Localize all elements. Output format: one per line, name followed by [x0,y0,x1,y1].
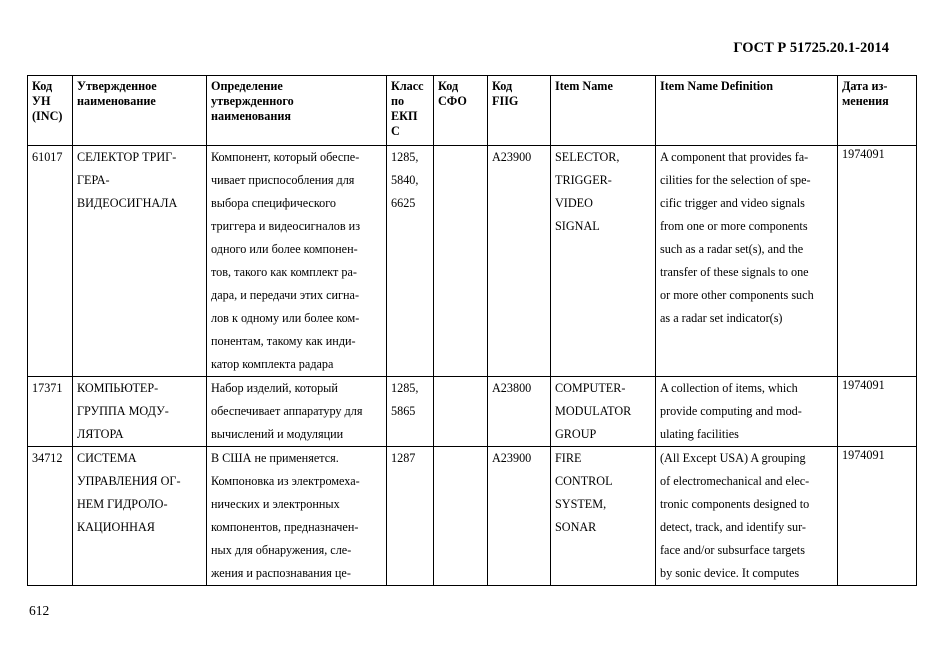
class-cell [387,447,434,586]
cell-line: tronic components designed to [660,497,810,511]
definition-cell [207,146,387,377]
header-line: наименование [77,94,156,108]
class-cell [387,377,434,447]
definition-cell [207,447,387,586]
approved-name-cell [73,146,207,377]
cell-line: transfer of these signals to one [660,265,809,279]
cell-line: or more other components such [660,288,814,302]
cell-line: 1287 [391,451,416,465]
cell-line: ГЕРА- [77,173,110,187]
cell-line: A23800 [492,381,532,395]
document-title: ГОСТ Р 51725.20.1-2014 [733,40,889,56]
cell-line: КОМПЬЮТЕР- [77,381,159,395]
cell-line: 5865 [391,404,416,418]
col-fiig-header [488,76,551,146]
inc-code-cell [28,447,73,586]
header-line: УН [32,94,51,108]
col-change-date-header [838,76,917,146]
item-name-definition-cell [656,377,838,447]
header-line: утвержденного [211,94,294,108]
col-sfo-header [434,76,488,146]
cell-line: 1285, [391,381,419,395]
cell-line: чивает приспособления для [211,173,355,187]
table-row [28,146,917,377]
header-line: FIIG [492,94,519,108]
header-line: Код [32,79,53,93]
fiig-code-cell [488,377,551,447]
cell-line: detect, track, and identify sur- [660,520,806,534]
header-line: СФО [438,94,467,108]
cell-line: provide computing and mod- [660,404,802,418]
col-class-header [387,76,434,146]
col-approved-name-header [73,76,207,146]
cell-line: COMPUTER- [555,381,626,395]
col-definition-header [207,76,387,146]
cell-line: FIRE [555,451,582,465]
header-line: менения [842,94,889,108]
cell-line: одного или более компонен- [211,242,358,256]
cell-line: лов к одному или более ком- [211,311,360,325]
cell-line: СЕЛЕКТОР ТРИГ- [77,150,177,164]
item-name-definition-cell [656,447,838,586]
cell-line: триггера и видеосигналов из [211,219,361,233]
cell-line: УПРАВЛЕНИЯ ОГ- [77,474,181,488]
approved-name-cell [73,447,207,586]
sfo-code-cell [434,447,488,586]
cell-line: SYSTEM, [555,497,607,511]
table-row [28,377,917,447]
cell-line: катор комплекта радара [211,357,334,371]
cell-line: as a radar set indicator(s) [660,311,783,325]
cell-line: КАЦИОННАЯ [77,520,155,534]
col-item-name-definition-header [656,76,838,146]
item-name-cell [551,146,656,377]
change-date-cell [838,377,917,447]
cell-line: дара, и передачи этих сигна- [211,288,360,302]
cell-line: 34712 [32,451,63,465]
change-date-cell [838,146,917,377]
cell-line: 61017 [32,150,63,164]
cell-line: 1974091 [842,147,885,161]
cell-line: A23900 [492,451,532,465]
cell-line: 17371 [32,381,63,395]
cell-line: 1285, [391,150,419,164]
class-cell [387,146,434,377]
cell-line: cific trigger and video signals [660,196,805,210]
header-line: наименования [211,109,291,123]
cell-line: Компонент, который обеспе- [211,150,360,164]
cell-line: CONTROL [555,474,613,488]
cell-line: ГРУППА МОДУ- [77,404,169,418]
cell-line: face and/or subsurface targets [660,543,805,557]
cell-line: 1974091 [842,448,885,462]
cell-line: нических и электронных [211,497,340,511]
header-line: Определение [211,79,283,93]
header-line: по [391,94,405,108]
change-date-cell [838,447,917,586]
cell-line: 5840, [391,173,419,187]
sfo-code-cell [434,377,488,447]
header-line: (INC) [32,109,63,123]
page-number: 612 [29,603,50,618]
cell-line: понентам, такому как инди- [211,334,356,348]
cell-line: by sonic device. It computes [660,566,800,580]
spec-table [27,75,917,586]
cell-line: 1974091 [842,378,885,392]
cell-line: such as a radar set(s), and the [660,242,804,256]
cell-line: cilities for the selection of spe- [660,173,811,187]
inc-code-cell [28,146,73,377]
cell-line: TRIGGER- [555,173,612,187]
header-line: Дата из- [842,79,888,93]
table-header-row [28,76,917,146]
cell-line: компонентов, предназначен- [211,520,359,534]
cell-line: 6625 [391,196,416,210]
header-line: Утвержденное [77,79,157,93]
header-line: Item Name Definition [660,79,774,93]
header-line: Код [492,79,513,93]
item-name-cell [551,377,656,447]
header-line: Item Name [555,79,613,93]
cell-line: SONAR [555,520,597,534]
definition-cell [207,377,387,447]
cell-line: A component that provides fa- [660,150,809,164]
cell-line: A23900 [492,150,532,164]
header-line: Класс [391,79,424,93]
cell-line: вычислений и модуляции [211,427,344,441]
header-line: Код [438,79,459,93]
cell-line: Компоновка из электромеха- [211,474,360,488]
cell-line: жения и распознавания це- [211,566,351,580]
cell-line: MODULATOR [555,404,632,418]
cell-line: VIDEO [555,196,593,210]
cell-line: ЛЯТОРА [77,427,124,441]
cell-line: обеспечивает аппаратуру для [211,404,363,418]
item-name-cell [551,447,656,586]
cell-line: ulating facilities [660,427,739,441]
header-line: ЕКП [391,109,418,123]
fiig-code-cell [488,146,551,377]
cell-line: from one or more components [660,219,808,233]
cell-line: (All Except USA) A grouping [660,451,806,465]
cell-line: ВИДЕОСИГНАЛА [77,196,178,210]
cell-line: НЕМ ГИДРОЛО- [77,497,168,511]
header-line: С [391,124,400,138]
cell-line: GROUP [555,427,597,441]
col-item-name-header [551,76,656,146]
table-row [28,447,917,586]
sfo-code-cell [434,146,488,377]
cell-line: A collection of items, which [660,381,798,395]
cell-line: СИСТЕМА [77,451,137,465]
cell-line: Набор изделий, который [211,381,338,395]
cell-line: SIGNAL [555,219,600,233]
cell-line: выбора специфического [211,196,337,210]
approved-name-cell [73,377,207,447]
fiig-code-cell [488,447,551,586]
cell-line: тов, такого как комплект ра- [211,265,357,279]
col-inc-header [28,76,73,146]
cell-line: В США не применяется. [211,451,339,465]
item-name-definition-cell [656,146,838,377]
inc-code-cell [28,377,73,447]
cell-line: of electromechanical and elec- [660,474,810,488]
cell-line: SELECTOR, [555,150,620,164]
cell-line: ных для обнаружения, сле- [211,543,352,557]
